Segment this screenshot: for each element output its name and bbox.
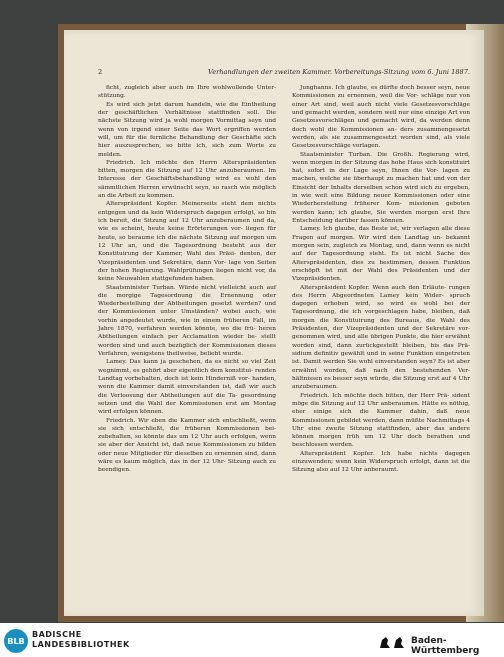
paragraph: Alterspräsident Kopfer. Ich habe nichts dagegen einzuwenden; wenn kein Widerspruch erfolgt, dann ist die Sitzung also auf 12 Uhr anberaumt. bbox=[292, 450, 470, 474]
right-text-column bbox=[292, 84, 470, 475]
paragraph: Alterspräsident Kopfer. Wenn auch den Erläute- rungen des Herrn Abgeordneten Lamey kein Wider- spruch dagegen erhoben wird, so wird es wohl bei der Tagesordnung, die ich vorgeschlagen habe, bleiben, daß morgen die Konstituirung des Bureaus, die Wahl des Präsidenten, der Vizepräsidenten und der Sekretäre vor- genommen wird, und alle übrigen Punkte, die hier erwähnt worden sind, dann zurückgestellt bleiben, bis das Prä- sidium definitiv gewählt und in seine Funktion eingetreten ist. Damit werden Sie wohl einverstanden seyn? Es ist aber erwähnt worden, daß nach den bestehenden Ver- hältnissen es besser seyn würde, die Sitzung erst auf 4 Uhr anzuberaumen. bbox=[292, 284, 470, 391]
paragraph: Staatsminister Turban. Die Großh. Regierung wird, wenn morgen in der Sitzung das hohe Haus sich konstituirt hat, sofort in der Lage seyn, Ihnen die Vor- lagen zu machen, welche sie überhaupt zu machen hat und von der Einsicht der Inhalts derselben schon wird sich zu ergeben, in wie weit eine Bildung neuer Kommissionen oder eine Wiederherstellung früherer Kom- missionen geboten werden kann; ich glaube, Sie werden morgen erst Ihre Entscheidung darüber fassen können. bbox=[292, 151, 470, 224]
running-title: Verhandlungen der zweiten Kammer. Vorbereitungs-Sitzung vom 6. Juni 1887. bbox=[208, 68, 470, 76]
paragraph: Friedrich. Wir eben die Kammer sich entschließt, wenn sie sich entschließt, die früheren Kommissionen bei- zubehalten, so könnte das um 12 Uhr auch erfolgen, wenn sie aber der Ansicht ist, daß neue Kommissionen zu bilden oder neue Mitglieder für dieselben zu ernennen sind, dann wäre es kaum möglich, das in der 12 Uhr- Sitzung auch zu beendigen. bbox=[98, 417, 276, 474]
left-text-column bbox=[98, 84, 276, 475]
library-name-line2: LANDESBIBLIOTHEK bbox=[32, 640, 130, 649]
state-name[interactable]: Baden-Württemberg bbox=[411, 636, 480, 656]
paragraph: ficht, zugleich aber auch im Ihre wohlwollende Unter- stützung. bbox=[98, 85, 276, 100]
paragraph: Lamey. Das kann ja geschehen, da es nicht so viel Zeit wegnimmt, es gehört aber eigentlich dem konstitui- renden Landtag vorbehalten, doch ist kein Hinderniß vor- handen, wenn die Kammer damit einverstanden ist, daß wir auch die Verloosung der Abtheilungen auf die Ta- gesordnung setzen und die Wahl der Kommissionen erst am Montag wird erfolgen können. bbox=[98, 359, 276, 416]
page-header bbox=[98, 68, 470, 80]
paragraph: Staatsminister Turban. Würde nicht vielleicht auch auf die morgige Tagesordnung die Ernennung oder Wiederbestellung der Abtheilungen gesetzt werden? und der Kommissionen unter Umständen? wobei auch, wie vorhin angedeutet wurde, wie in einem früheren Fall, im Jahre 1870, verfahren werden könnte, wo die frü- heren Abtheilungen einfach per Acclamation wieder be- stellt worden sind und auch bezüglich der Kommissionen dieses Verfahren, wenigstens theilweise, beliebt wurde. bbox=[98, 284, 276, 357]
blb-logo-icon[interactable]: BLB bbox=[4, 629, 28, 653]
paragraph: Friedrich. Ich möchte den Herrn Alterspräsidenten bitten, morgen die Sitzung auf 12 Uhr anzuberaumen. Im Interesse der Geschäftsbehandlung wird es wohl den sämmtlichen Herren erwünscht seyn, so rasch wie möglich an die Arbeit zu kommen. bbox=[98, 159, 276, 200]
paragraph: Alterspräsident Kopfer. Meinerseits steht dem nichts entgegen und da kein Widerspruch dagegen erfolgt, so bin ich bereit, die Sitzung auf 12 Uhr anzuberaumen und da, wie es scheint, heute keine Erörterungen vor- liegen für heute, so beraume ich die nächste Sitzung auf morgen um 12 Uhr an, und die Tagesordnung besteht aus der Konstituirung der Kammer, Wahl des Präsi- denten, der Vizepräsidenten und Sekretäre, dann Vor- lage von Seiten der hohen Regierung. Wahlprüfungen liegen nicht vor, da keine Neuwahlen stattgefunden haben. bbox=[98, 201, 276, 283]
library-name[interactable] bbox=[32, 630, 130, 650]
baden-wuerttemberg-lions-icon bbox=[378, 634, 408, 650]
paragraph: Es wird sich jetzt darum handeln, wie die Eintheilung der geschäftlichen Verhältnisse stattfinden soll. Die nächste Sitzung wird ja wohl morgen Vormittag seyn und wenn von irgend einer Seite das Wort ergriffen werden will, um für die fernliche Behandlung der Geschäfte sich hier auszusprechen, so bitte ich, sich zum Worte zu melden. bbox=[98, 101, 276, 158]
page-number: 2 bbox=[98, 68, 103, 76]
paragraph: Friedrich. Ich möchte doch bitten, der Herr Prä- sident möge die Sitzung auf 12 Uhr anberaumen. Hätte es nöthig, eher einige sich die Kammer dahin, daß neue Kommissionen gebildet werden, dann müßte Nachmittags 4 Uhr eine zweite Sitzung stattfinden, aber das andere können morgen früh um 12 Uhr doch berathen und beschlossen werden. bbox=[292, 392, 470, 449]
scanned-page bbox=[64, 30, 484, 616]
library-name-line1: BADISCHE bbox=[32, 630, 82, 639]
paragraph: Lamey. Ich glaube, das Beste ist, wir verlagen alle diese Fragen auf morgen. Wir wird den Landtag un- bekannt morgen sein, zugleich zu Montag, und, dann wenn es nicht auf der Tagesordnung steht. Es ist nicht Sache des Alterspräsidenten, dies zu bestimmen, dessen Funktion erschöpft ist mit der Wahl des Präsidenten und der Vizepräsidenten. bbox=[292, 226, 470, 283]
paragraph: Junghanns. Ich glaube, es dürfte doch besser seyn, neue Kommissionen zu ernennen, weil die Vor- schläge nur von einer Art sind, weil auch nicht viele Gesetzesvorschläge und gemacht werden, sondern weil nur eine einzige Art von Gesetzesvorschlägen und gemacht wird, da werden denn doch wohl die Kommissionen an- ders zusammengesetzt werden, als sie zusammengesetzt worden sind, als viele Gesetzesvorschläge vorlagen. bbox=[292, 85, 470, 150]
